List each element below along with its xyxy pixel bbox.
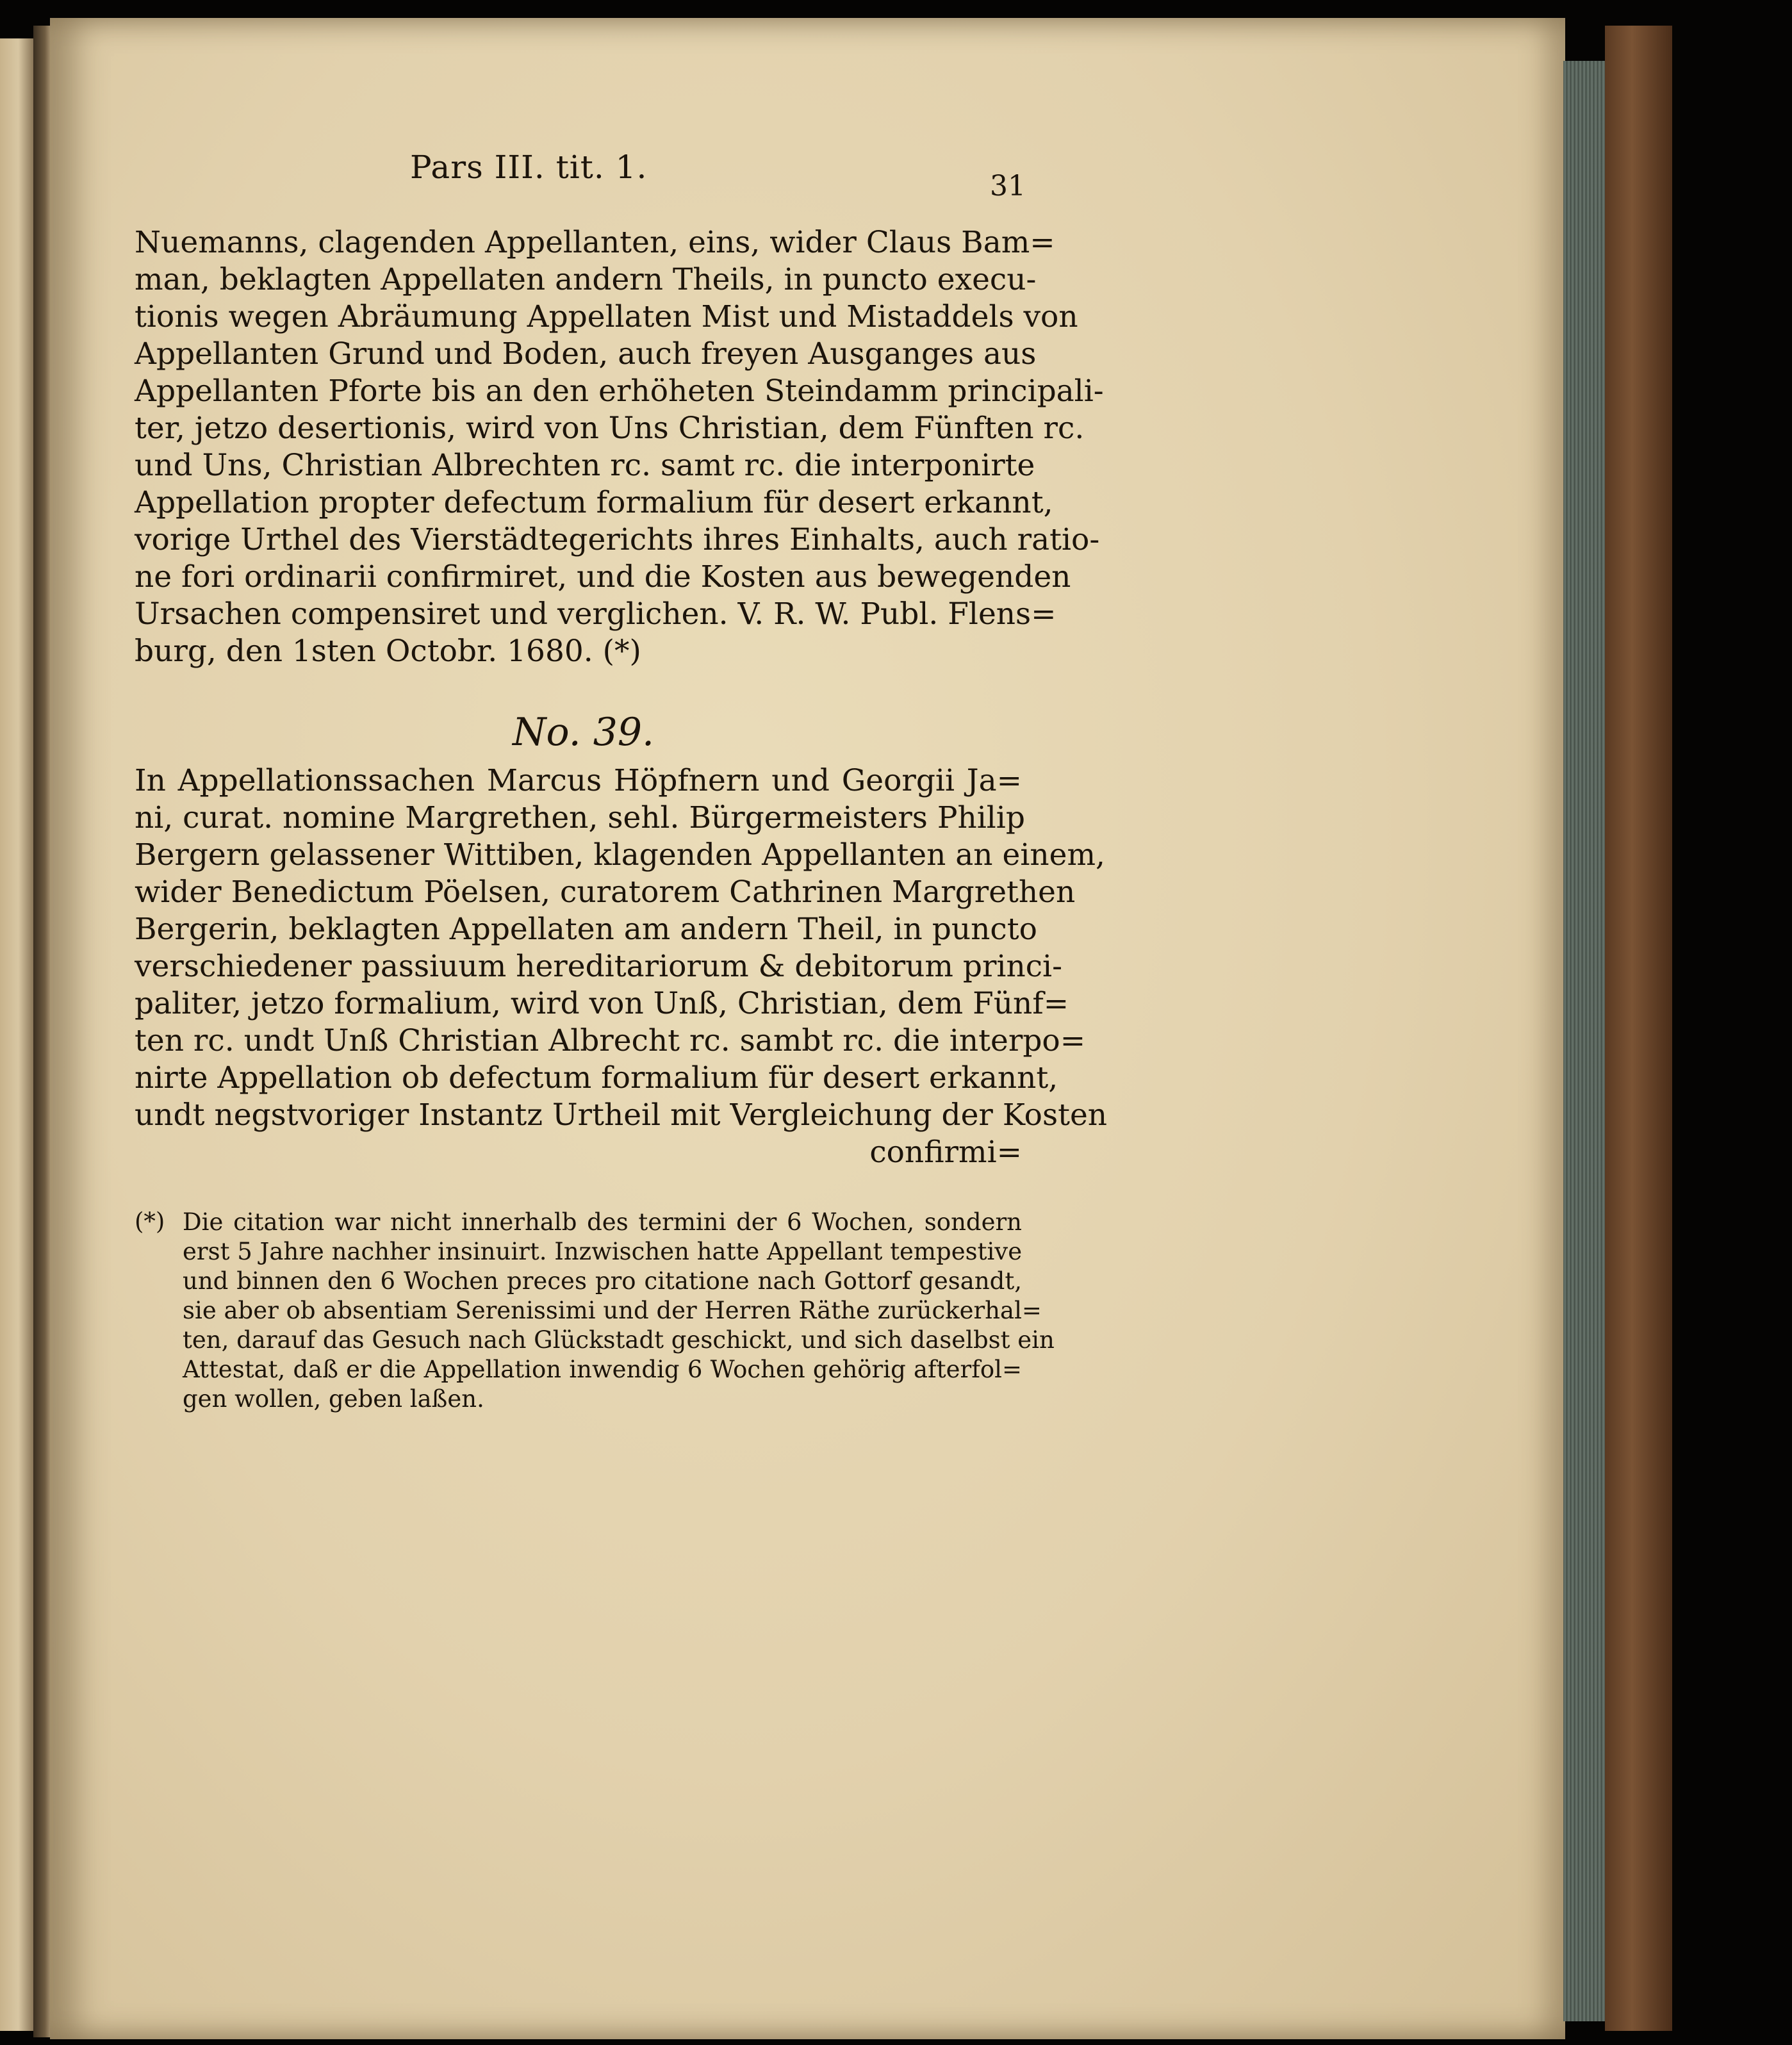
paragraph-line: Bergern gelassener Wittiben, klagenden Appellanten an einem, — [135, 837, 1105, 873]
footnote-line: sie aber ob absentiam Serenissimi und der Herren Räthe zurückerhal= — [183, 1297, 1042, 1324]
paragraph-line: In Appellationssachen Marcus Höpfnern und Georgii Ja= — [135, 763, 1022, 798]
paragraph-line: und Uns, Christian Albrechten rc. samt rc. die interponirte — [135, 448, 1035, 483]
footnote-line: Attestat, daß er die Appellation inwendig 6 Wochen gehörig afterfol= — [183, 1356, 1022, 1383]
section-heading: No. 39. — [513, 710, 655, 755]
paragraph-line: Appellation propter defectum formalium für desert erkannt, — [135, 485, 1053, 520]
paragraph-line: Bergerin, beklagten Appellaten am andern Theil, in puncto — [135, 912, 1037, 947]
paragraph-line: ten rc. undt Unß Christian Albrecht rc. sambt rc. die interpo= — [135, 1023, 1086, 1058]
paragraph-line: burg, den 1sten Octobr. 1680. (*) — [135, 634, 641, 669]
paragraph-line: Appellanten Grund und Boden, auch freyen Ausganges aus — [135, 336, 1037, 372]
paragraph-line: paliter, jetzo formalium, wird von Unß, Christian, dem Fünf= — [135, 986, 1069, 1021]
paragraph-line: ne fori ordinarii confirmiret, und die Kosten aus bewegenden — [135, 559, 1071, 595]
paragraph-line: vorige Urthel des Vierstädtegerichts ihres Einhalts, auch ratio- — [135, 522, 1100, 557]
footnote-line: gen wollen, geben laßen. — [183, 1385, 484, 1413]
paragraph-line: undt negstvoriger Instantz Urtheil mit Vergleichung der Kosten — [135, 1097, 1108, 1133]
footnote-line: erst 5 Jahre nachher insinuirt. Inzwischen hatte Appellant tempestive — [183, 1238, 1023, 1265]
paragraph-line: man, beklagten Appellaten andern Theils, in puncto execu- — [135, 262, 1037, 297]
paragraph-line: ni, curat. nomine Margrethen, sehl. Bürgermeisters Philip — [135, 800, 1025, 835]
footnote-line: und binnen den 6 Wochen preces pro citatione nach Gottorf gesandt, — [183, 1267, 1022, 1295]
paragraph-line: tionis wegen Abräumung Appellaten Mist und Mistaddels von — [135, 299, 1078, 334]
paragraph-line: verschiedener passiuum hereditariorum & debitorum princi- — [135, 949, 1062, 984]
page-number: 31 — [990, 170, 1026, 202]
paragraph-line: ter, jetzo desertionis, wird von Uns Christian, dem Fünften rc. — [135, 411, 1085, 446]
running-head: Pars III. tit. 1. — [410, 149, 648, 186]
paragraph-line: Nuemanns, clagenden Appellanten, eins, wider Claus Bam= — [135, 225, 1055, 260]
paragraph-line: nirte Appellation ob defectum formalium für desert erkannt, — [135, 1060, 1058, 1096]
footnote-line: Die citation war nicht innerhalb des termini der 6 Wochen, sondern — [183, 1208, 1022, 1236]
footnote-line: ten, darauf das Gesuch nach Glückstadt geschickt, und sich daselbst ein — [183, 1326, 1055, 1354]
paragraph-line: Ursachen compensiret und verglichen. V. R. W. Publ. Flens= — [135, 596, 1056, 632]
paragraph-line: Appellanten Pforte bis an den erhöheten Steindamm principali- — [135, 374, 1104, 409]
catchword: confirmi= — [869, 1135, 1022, 1170]
paragraph-line: wider Benedictum Pöelsen, curatorem Cathrinen Margrethen — [135, 875, 1076, 910]
footnote-marker: (*) — [135, 1208, 165, 1235]
